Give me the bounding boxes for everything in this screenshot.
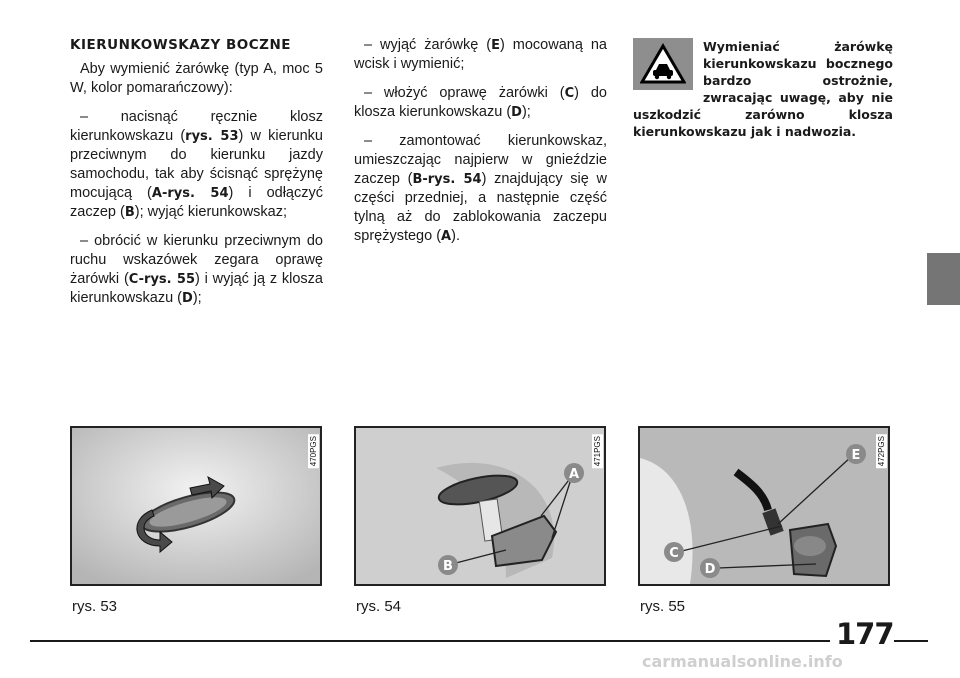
part-ref: C xyxy=(564,86,575,101)
figure-53 xyxy=(70,426,322,586)
part-ref: D xyxy=(182,291,193,306)
figure-54-caption: rys. 54 xyxy=(356,598,402,615)
figure-ref: B-rys. 54 xyxy=(412,172,482,187)
step-4: – włożyć oprawę żarówki (C) do klosza kierunkowskazu (D); xyxy=(354,85,607,120)
intro-paragraph: Aby wymienić żarówkę (typ A, moc 5 W, kolor pomarańczowy): xyxy=(70,61,323,96)
figure-ref: C-rys. 55 xyxy=(128,272,195,287)
label-e: E xyxy=(851,448,861,463)
part-ref: A xyxy=(441,229,452,244)
figure-55-caption: rys. 55 xyxy=(640,598,686,615)
figure-ref: rys. 53 xyxy=(185,129,239,144)
figure-53-caption: rys. 53 xyxy=(72,598,118,615)
text-column-2 xyxy=(354,36,607,256)
figure-55 xyxy=(638,426,890,586)
car-warning-icon xyxy=(633,38,693,90)
chapter-tab xyxy=(927,253,960,305)
figure-code: 471PGS xyxy=(593,436,602,467)
label-b: B xyxy=(443,559,453,574)
page-number: 177 xyxy=(836,617,894,651)
step-3: – wyjąć żarówkę (E) mocowaną na wcisk i wymienić; xyxy=(354,37,607,72)
text-column-1 xyxy=(70,36,323,318)
footer-rule xyxy=(30,640,830,642)
figure-ref: A-rys. 54 xyxy=(151,186,229,201)
part-ref: E xyxy=(491,38,500,53)
section-title: KIERUNKOWSKAZY BOCZNE xyxy=(70,37,291,53)
footer-rule-end xyxy=(894,640,928,642)
part-ref: B xyxy=(124,205,135,220)
figure-code: 470PGS xyxy=(309,436,318,467)
step-2: – obrócić w kierunku przeciwnym do ruchu wskazówek zegara oprawę żarówki (C-rys. 55) i wyjąć ją z klosza kierunkowskazu (D); xyxy=(70,233,323,306)
label-a: A xyxy=(568,467,580,482)
part-ref: D xyxy=(511,105,522,120)
figure-code: 472PGS xyxy=(877,436,886,467)
label-d: D xyxy=(704,562,716,577)
watermark: carmanualsonline.info xyxy=(642,652,843,671)
step-1: – nacisnąć ręcznie klosz kierunkowskazu (rys. 53) w kierunku przeciwnym do kierunku jazdy samochodu, tak aby ścisnąć sprężynę mocującą (A-rys. 54) i odłączyć zaczep (B); wyjąć kierunkowskaz; xyxy=(70,109,323,220)
warning-text: Wymieniać żarówkę kierunkowskazu bocznego bardzo ostrożnie, zwracając uwagę, aby nie uszkodzić zarówno klosza kierunkowskazu jak i nadwozia. xyxy=(633,39,893,139)
figure-54 xyxy=(354,426,606,586)
label-c: C xyxy=(669,546,679,561)
warning-note xyxy=(633,38,893,140)
step-5: – zamontować kierunkowskaz, umieszczając najpierw w gnieździe zaczep (B-rys. 54) znajdujący się w części przedniej, a następnie część tylną aż do zablokowania zaczepu sprężystego (A). xyxy=(354,133,607,244)
